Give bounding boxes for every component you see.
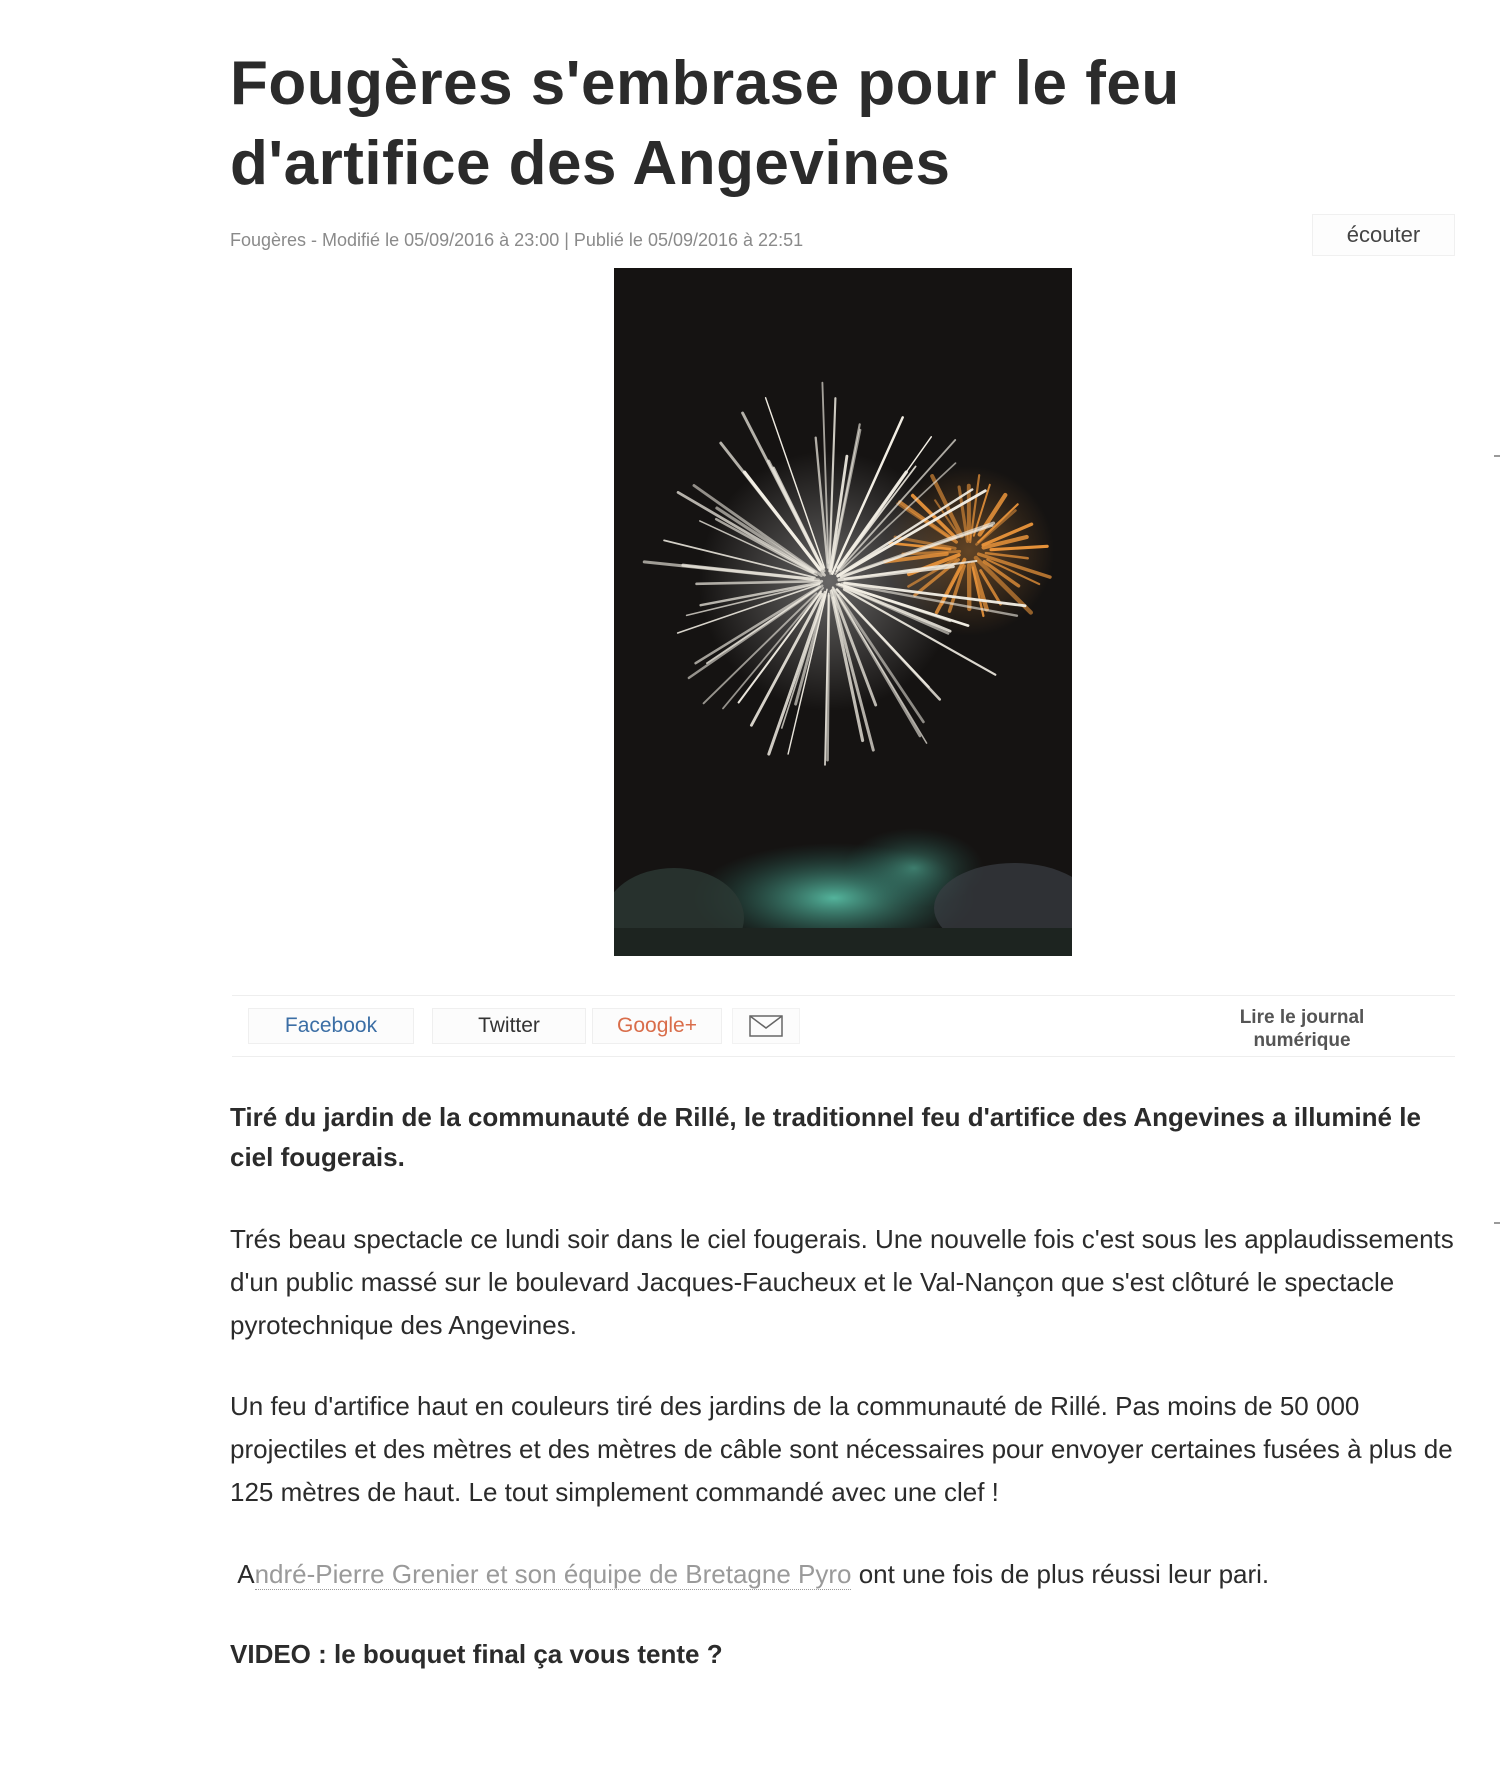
email-share-button[interactable] [732,1008,800,1044]
google-plus-share-button[interactable]: Google+ [592,1008,722,1044]
article-paragraph-2: Un feu d'artifice haut en couleurs tiré des jardins de la communauté de Rillé. Pas moins de 50 000 projectiles et des mètres et des mètres de câble sont nécessaires pour envoyer certaines fusées à plus de 125 mètres de haut. Le tout simplement commandé avec une clef ! [230,1391,1453,1507]
share-bar [232,995,1455,1057]
fireworks-illustration [614,268,1072,956]
paragraph-3-end: ont une fois de plus réussi leur pari. [851,1559,1270,1589]
twitter-share-button[interactable]: Twitter [432,1008,586,1044]
video-heading: VIDEO : le bouquet final ça vous tente ? [230,1639,723,1669]
article-title: Fougères s'embrase pour le feu d'artifice des Angevines [230,49,1180,198]
article-meta: Fougères - Modifié le 05/09/2016 à 23:00 | Publié le 05/09/2016 à 22:51 [230,230,804,250]
journal-link-line2: numérique [1253,1030,1351,1051]
article-paragraph-1: Trés beau spectacle ce lundi soir dans le ciel fougerais. Une nouvelle fois c'est sous les applaudissements d'un public massé sur le boulevard Jacques-Faucheux et le Val-Nançon que s'est clôturé le spectacle pyrotechnique des Angevines. [230,1224,1454,1340]
envelope-icon [749,1015,783,1037]
facebook-share-button[interactable]: Facebook [248,1008,414,1044]
paragraph-3-start: A [237,1559,255,1589]
listen-button[interactable]: écouter [1312,214,1455,256]
article-lead: Tiré du jardin de la communauté de Rillé, le traditionnel feu d'artifice des Angevines a illuminé le ciel fougerais. [230,1102,1421,1172]
edge-mark [1494,1222,1500,1224]
article-paragraph-3 [230,1553,1455,1596]
digital-journal-link[interactable] [1192,1006,1412,1052]
fireworks-photo [614,268,1072,956]
pyro-team-link[interactable]: ndré-Pierre Grenier et son équipe de Bretagne Pyro [254,1559,852,1589]
edge-mark [1494,455,1500,457]
journal-link-line1: Lire le journal [1239,1007,1365,1028]
